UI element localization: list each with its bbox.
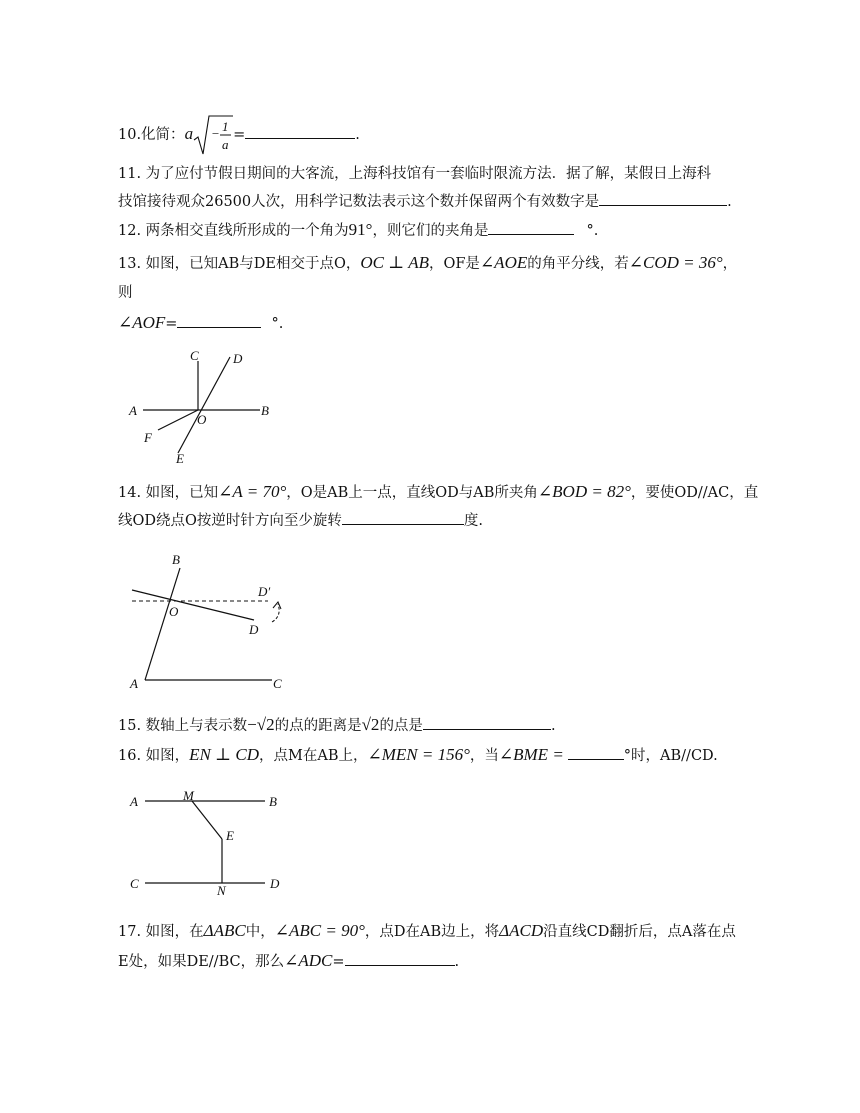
label-a: A — [129, 403, 137, 418]
q13-part2: ，OF是 — [428, 256, 480, 272]
q14-text: 线OD绕点O按逆时针方向至少旋转 — [118, 513, 342, 529]
label-a: A — [130, 676, 138, 691]
question-12 — [118, 220, 598, 241]
question-13-line-2: 则 — [118, 285, 133, 301]
q16-angle2: ∠BME = — [498, 745, 564, 764]
q15-num1: −√2 — [247, 715, 275, 734]
q13-part1: 13. 如图，已知AB与DE相交于点O， — [118, 256, 361, 272]
q10-eq: = — [233, 127, 246, 143]
q10-num: 1 — [222, 119, 229, 134]
q11-end: . — [727, 194, 732, 210]
q17-angle2: ∠ADC — [284, 951, 333, 970]
question-14-line-2 — [118, 510, 483, 531]
label-b: B — [172, 552, 180, 567]
label-o: O — [197, 412, 207, 427]
answer-blank-11[interactable] — [599, 191, 727, 206]
question-13-line-1 — [118, 253, 737, 274]
q12-angle: 91° — [348, 220, 373, 239]
q16-part1: 16. 如图， — [118, 748, 190, 764]
label-e: E — [226, 828, 234, 843]
rotation-arrow — [272, 604, 279, 622]
q17-text: E处，如果DE//BC，那么 — [118, 954, 285, 970]
figure-14 — [120, 548, 295, 693]
q13-angle2: ∠COD = 36° — [628, 253, 723, 272]
question-16 — [118, 745, 718, 766]
q14-part1: 14. 如图，已知 — [118, 485, 219, 501]
q14-angle2: ∠BOD = 82° — [537, 482, 631, 501]
q10-var-a: a — [184, 124, 194, 143]
q10-den: a — [222, 137, 229, 152]
q14-angle1: ∠A = 70° — [218, 482, 287, 501]
answer-blank-16[interactable] — [568, 745, 624, 760]
label-d: D — [233, 351, 243, 366]
q13-part3: 的角平分线，若 — [527, 256, 629, 272]
q13-aof: ∠AOF — [118, 313, 166, 332]
q10-radical — [193, 114, 233, 156]
q14-end: 度. — [463, 513, 484, 529]
q12-end: °. — [586, 223, 599, 239]
label-c: C — [190, 348, 199, 363]
q12-mid: ，则它们的夹角是 — [372, 223, 489, 239]
answer-blank-15[interactable] — [423, 715, 551, 730]
q13-perp: OC ⊥ AB — [360, 253, 429, 272]
q10-end: . — [355, 127, 360, 143]
question-17-line-1 — [118, 921, 736, 942]
q16-angle1: ∠MEN = 156° — [367, 745, 470, 764]
label-a: A — [130, 794, 138, 809]
figure-13 — [120, 345, 290, 470]
line-de — [178, 357, 230, 453]
q15-part3: 的点是 — [379, 718, 423, 734]
q17-tri1: ΔABC — [203, 921, 246, 940]
label-d-prime: D′ — [258, 584, 271, 599]
q17-part3: ，点D在AB边上，将 — [364, 924, 500, 940]
question-11-line-2 — [118, 191, 732, 212]
q17-part2: 中， — [245, 924, 275, 940]
q16-part2: ，点M在AB上， — [259, 748, 368, 764]
q12-prefix: 12. 两条相交直线所形成的一个角为 — [118, 223, 349, 239]
q17-part1: 17. 如图，在 — [118, 924, 204, 940]
label-o: O — [169, 604, 179, 619]
q14-part3: ，要使OD//AC，直 — [630, 485, 759, 501]
figure-16 — [120, 785, 295, 897]
label-b: B — [269, 794, 277, 809]
question-10 — [118, 114, 360, 156]
q15-part2: 的点的距离是 — [274, 718, 362, 734]
label-c: C — [130, 876, 139, 891]
answer-blank-14[interactable] — [342, 510, 464, 525]
q13-eq: = — [165, 316, 178, 332]
question-15 — [118, 715, 556, 736]
label-e: E — [176, 451, 184, 466]
q17-end: . — [454, 954, 460, 970]
q15-end: . — [550, 718, 556, 734]
q17-eq: = — [332, 954, 345, 970]
label-f: F — [144, 430, 152, 445]
line-od — [132, 590, 254, 620]
q17-part4: 沿直线CD翻折后，点A落在点 — [543, 924, 736, 940]
ray-ab — [145, 568, 180, 680]
label-d: D — [270, 876, 280, 891]
answer-blank-12[interactable] — [488, 220, 574, 235]
label-n: N — [217, 883, 226, 897]
question-17-line-2 — [118, 951, 459, 972]
answer-blank-17[interactable] — [345, 951, 455, 966]
question-11-line-1: 11. 为了应付节假日期间的大客流，上海科技馆有一套临时限流方法．据了解，某假日上海科 — [118, 166, 712, 182]
q15-part1: 15. 数轴上与表示数 — [118, 718, 248, 734]
answer-blank-10[interactable] — [245, 124, 355, 139]
question-13-line-3 — [118, 313, 283, 334]
segment-me — [192, 801, 222, 839]
q10-prefix: 10.化简： — [118, 127, 185, 143]
q17-angle1: ∠ABC = 90° — [274, 921, 365, 940]
q16-part3: ，当 — [469, 748, 499, 764]
q17-tri2: ΔACD — [499, 921, 544, 940]
label-c: C — [273, 676, 282, 691]
q15-num2: √2 — [361, 715, 380, 734]
q16-end: °时，AB//CD. — [623, 748, 718, 764]
q16-perp: EN ⊥ CD — [189, 745, 259, 764]
q11-text: 技馆接待观众26500人次，用科学记数法表示这个数并保留两个有效数字是 — [118, 194, 600, 210]
label-b: B — [261, 403, 269, 418]
label-m: M — [183, 788, 194, 803]
q13-end: °. — [271, 316, 284, 332]
q14-part2: ，O是AB上一点，直线OD与AB所夹角 — [286, 485, 538, 501]
answer-blank-13[interactable] — [177, 313, 261, 328]
label-d: D — [249, 622, 259, 637]
q13-part4: ， — [722, 256, 738, 272]
q13-angle1: ∠AOE — [479, 253, 528, 272]
question-14-line-1 — [118, 482, 758, 503]
q10-minus: − — [211, 126, 220, 141]
